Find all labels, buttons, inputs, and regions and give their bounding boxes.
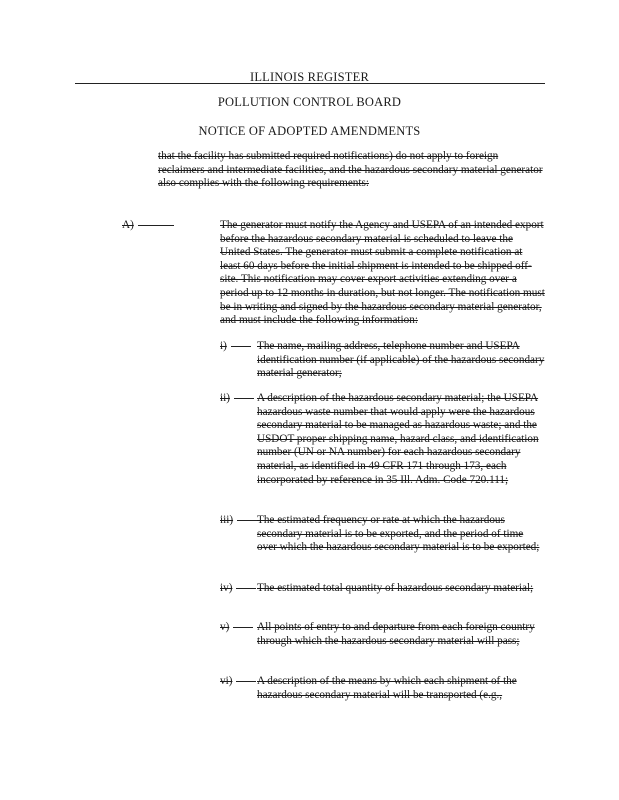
register-title: ILLINOIS REGISTER	[249, 70, 369, 84]
subitem-label: ii)	[220, 392, 254, 406]
subitem-text: All points of entry to and departure from each foreign country through which the hazardous secondary material will pass;	[257, 621, 535, 647]
subitem-text: The estimated frequency or rate at which the hazardous secondary material is to be exported, and the period of time over which the hazardous secondary material is to be exported;	[257, 514, 540, 554]
notice-title: NOTICE OF ADOPTED AMENDMENTS	[198, 124, 421, 138]
subitem-label: iii)	[220, 514, 257, 528]
subitem-label: iv)	[220, 582, 256, 596]
subitem-label: i)	[220, 340, 251, 354]
subitem-label: v)	[220, 621, 253, 635]
subitem-text: The estimated total quantity of hazardous secondary material;	[257, 582, 534, 594]
subitem-text: A description of the means by which each shipment of the hazardous secondary material will be transported (e.g.,	[257, 675, 517, 701]
item-a-text: The generator must notify the Agency and USEPA of an intended export before the hazardous secondary material is scheduled to leave the United States. The generator must submit a complete notification at least 60 days before the initial shipment is intended to be shipped off-site. This notification may cover export activities extending over a period up to 12 months in duration, but not longer. The notification must be in writing and signed by the hazardous secondary material generator, and must include the following information:	[220, 219, 545, 327]
subitem-text: The name, mailing address, telephone number and USEPA identification number (if applicable) of the hazardous secondary material generator;	[257, 340, 545, 380]
header-rule	[75, 83, 545, 84]
subitem-label: vi)	[220, 675, 256, 689]
intro-paragraph: that the facility has submitted required notifications) do not apply to foreign reclaimers and intermediate facilities, and the hazardous secondary material generator also complies with the following requirements:	[158, 150, 543, 190]
subitem-text: A description of the hazardous secondary material; the USEPA hazardous waste number that would apply were the hazardous secondary material to be managed as hazardous waste; and the USDOT proper shipping name, hazard class, and identification number (UN or NA number) for each hazardous secondary material, as identified in 49 CFR 171 through 173, each incorporated by reference in 35 Ill. Adm. Code 720.111;	[257, 392, 539, 486]
board-title: POLLUTION CONTROL BOARD	[217, 95, 402, 109]
item-a-label: A)	[122, 219, 174, 233]
